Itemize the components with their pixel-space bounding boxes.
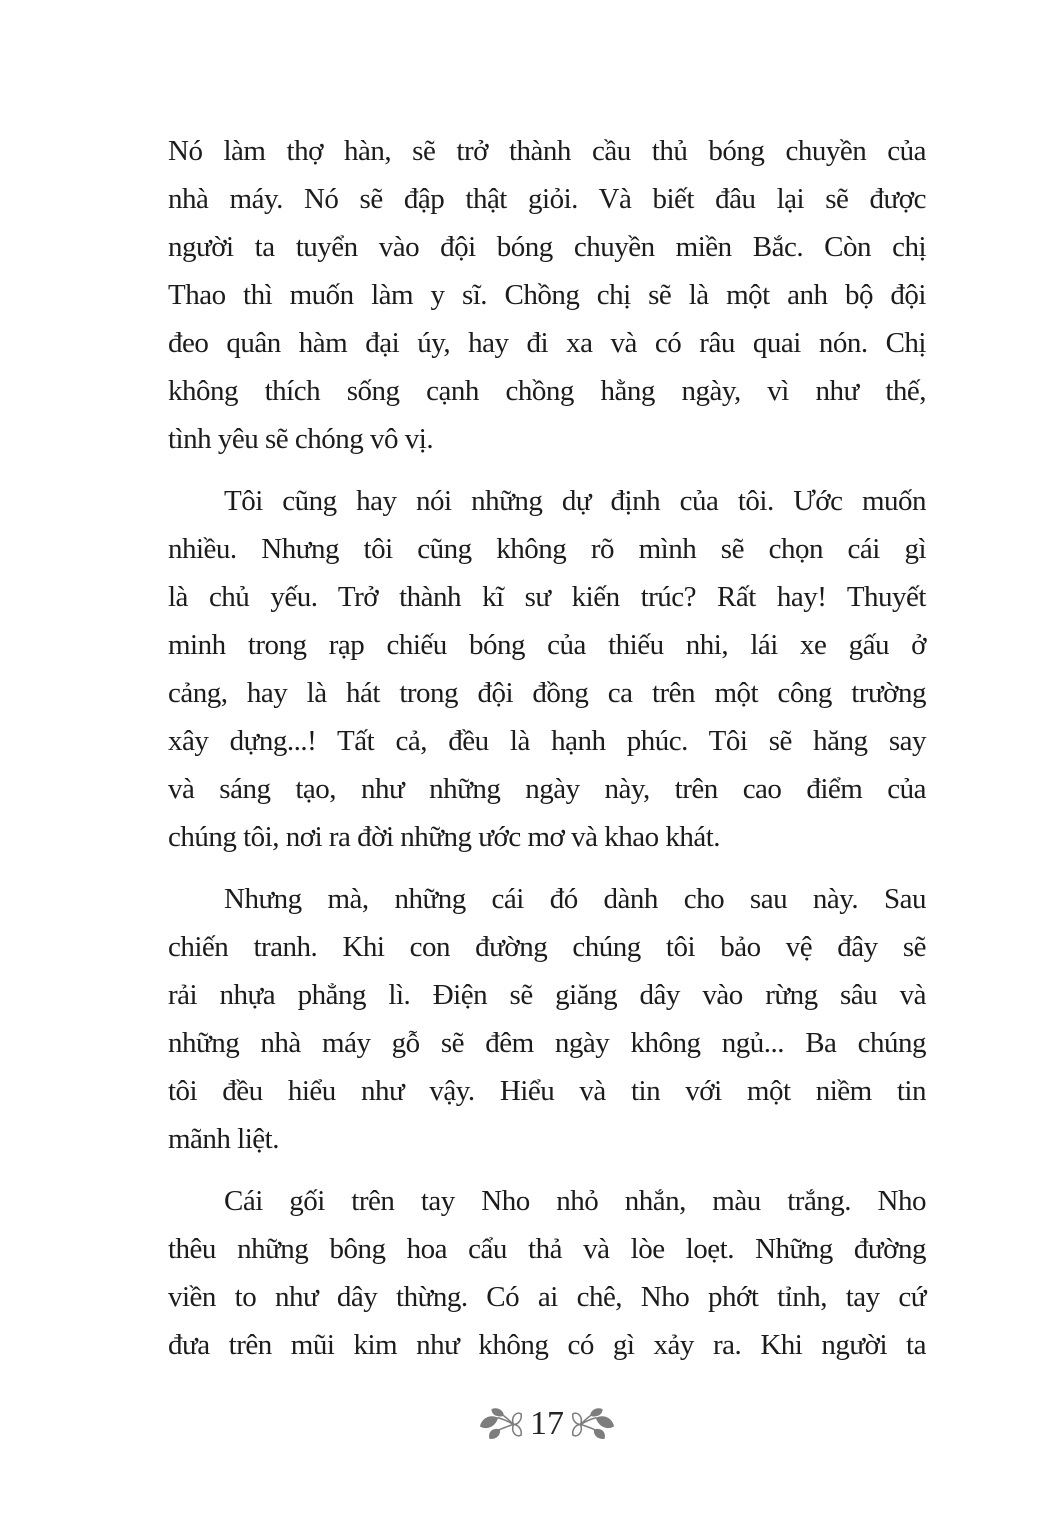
- text-line: không thích sống cạnh chồng hằng ngày, vì như thế,: [168, 375, 926, 407]
- paragraph: [168, 477, 926, 861]
- text-line: cảng, hay là hát trong đội đồng ca trên một công trường: [168, 677, 926, 709]
- text-line: viền to như dây thừng. Có ai chê, Nho phớt tỉnh, tay cứ: [168, 1281, 926, 1313]
- text-line: đeo quân hàm đại úy, hay đi xa và có râu quai nón. Chị: [168, 327, 926, 359]
- text-line: người ta tuyển vào đội bóng chuyền miền Bắc. Còn chị: [168, 231, 926, 263]
- paragraph: [168, 875, 926, 1163]
- text-line: chiến tranh. Khi con đường chúng tôi bảo vệ đây sẽ: [168, 931, 926, 963]
- leaf-fleuron-mirrored-icon: [570, 1406, 616, 1443]
- paragraph: [168, 1177, 926, 1369]
- page-footer: [168, 1402, 926, 1446]
- page-text: [168, 127, 926, 1369]
- text-line: rải nhựa phẳng lì. Điện sẽ giăng dây vào rừng sâu và: [168, 979, 926, 1011]
- text-line: tôi đều hiểu như vậy. Hiểu và tin với một niềm tin: [168, 1075, 926, 1107]
- text-line: tình yêu sẽ chóng vô vị.: [168, 423, 434, 455]
- page-number: 17: [530, 1405, 564, 1442]
- text-line: là chủ yếu. Trở thành kĩ sư kiến trúc? Rất hay! Thuyết: [168, 581, 926, 613]
- text-line: xây dựng...! Tất cả, đều là hạnh phúc. Tôi sẽ hăng say: [168, 725, 926, 757]
- text-line: nhà máy. Nó sẽ đập thật giỏi. Và biết đâu lại sẽ được: [168, 183, 926, 215]
- text-line: thêu những bông hoa cẩu thả và lòe loẹt. Những đường: [168, 1233, 926, 1265]
- text-line: minh trong rạp chiếu bóng của thiếu nhi, lái xe gấu ở: [168, 629, 926, 661]
- text-line: Thao thì muốn làm y sĩ. Chồng chị sẽ là một anh bộ đội: [168, 279, 926, 311]
- text-line: Cái gối trên tay Nho nhỏ nhắn, màu trắng. Nho: [224, 1185, 926, 1217]
- text-line: Nhưng mà, những cái đó dành cho sau này. Sau: [224, 883, 926, 915]
- text-line: nhiều. Nhưng tôi cũng không rõ mình sẽ chọn cái gì: [168, 533, 926, 565]
- text-line: Nó làm thợ hàn, sẽ trở thành cầu thủ bóng chuyền của: [168, 135, 926, 167]
- text-line: Tôi cũng hay nói những dự định của tôi. Ước muốn: [224, 485, 926, 517]
- text-line: những nhà máy gỗ sẽ đêm ngày không ngủ... Ba chúng: [168, 1027, 926, 1059]
- text-line: đưa trên mũi kim như không có gì xảy ra. Khi người ta: [168, 1329, 926, 1361]
- text-line: mãnh liệt.: [168, 1123, 279, 1155]
- text-line: chúng tôi, nơi ra đời những ước mơ và khao khát.: [168, 821, 721, 853]
- text-line: và sáng tạo, như những ngày này, trên cao điểm của: [168, 773, 926, 805]
- paragraph: [168, 127, 926, 463]
- leaf-fleuron-icon: [478, 1406, 524, 1443]
